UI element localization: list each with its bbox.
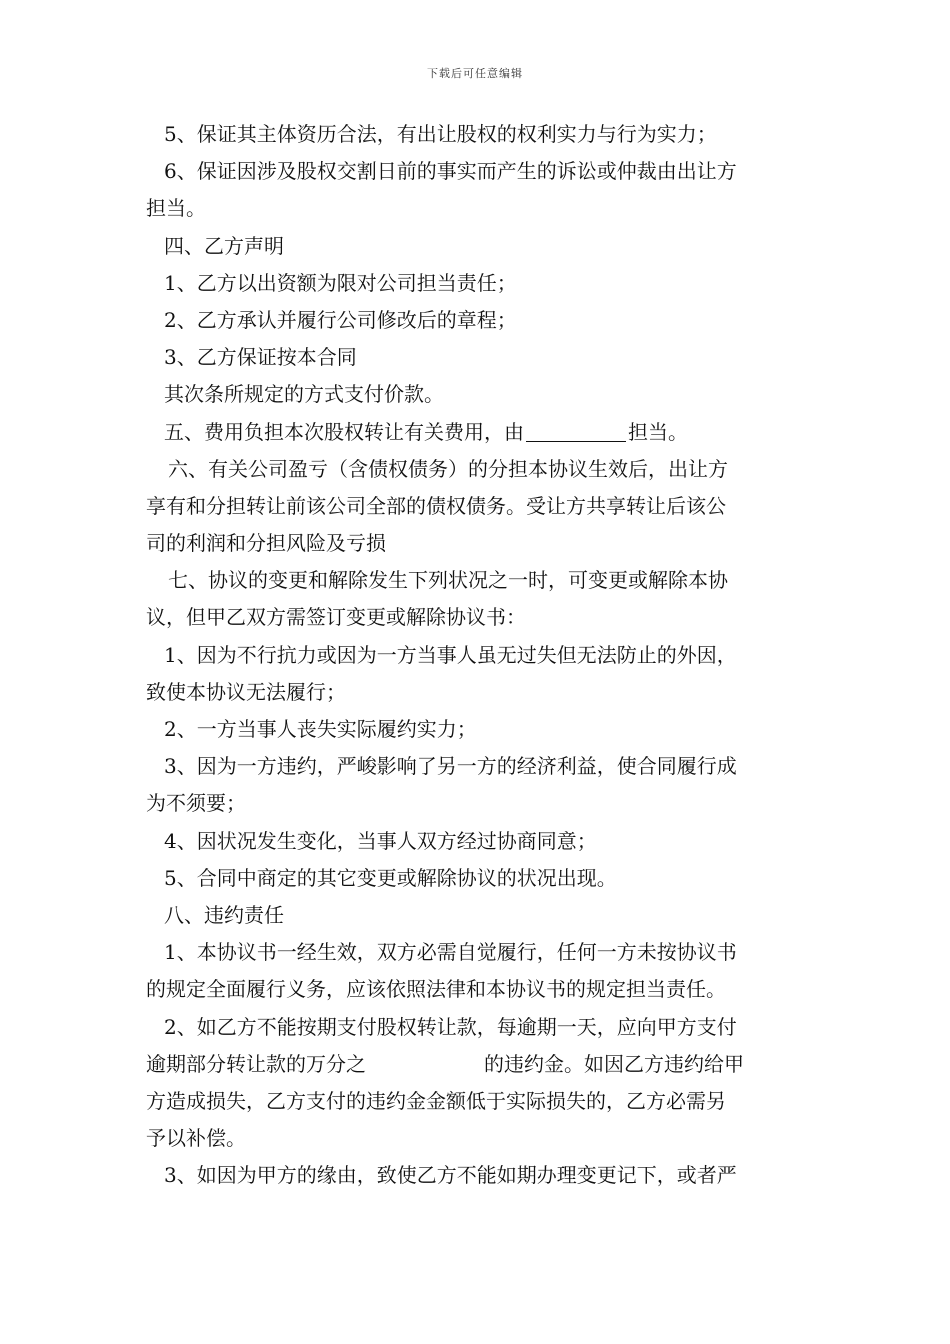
page-header: 下载后可任意编辑: [427, 67, 523, 80]
clause-line: 方造成损失，乙方支付的违约金金额低于实际损失的，乙方必需另: [146, 1088, 726, 1113]
clause-line: 1、乙方以出资额为限对公司担当责任；: [164, 270, 517, 295]
clause-line: 担当。: [146, 196, 206, 221]
clause-line: 司的利润和分担风险及亏损: [146, 531, 386, 556]
section-heading: 六、有关公司盈亏（含债权债务）的分担本协议生效后，出让方: [168, 456, 728, 481]
clause-line: 的规定全面履行义务，应该依照法律和本协议书的规定担当责任。: [146, 977, 726, 1002]
penalty-clause-text-end: 的违约金。如因乙方违约给甲: [484, 1051, 744, 1076]
clause-line: 1、因为不行抗力或因为一方当事人虽无过失但无法防止的外因，: [164, 642, 737, 667]
clause-line: 予以补偿。: [146, 1126, 246, 1151]
clause-line: 2、乙方承认并履行公司修改后的章程；: [164, 307, 517, 332]
clause-line: 致使本协议无法履行；: [146, 679, 346, 704]
clause-line: 3、因为一方违约，严峻影响了另一方的经济利益，使合同履行成: [164, 754, 737, 779]
penalty-clause-line: [146, 1046, 816, 1083]
section-heading: 八、违约责任: [164, 902, 284, 927]
clause-line: 其次条所规定的方式支付价款。: [164, 382, 444, 407]
clause-line: 3、乙方保证按本合同: [164, 345, 357, 370]
clause-line: 2、一方当事人丧失实际履约实力；: [164, 717, 477, 741]
document-body: [146, 116, 816, 1194]
section-heading: 七、协议的变更和解除发生下列状况之一时，可变更或解除本协: [168, 568, 728, 593]
section-heading: 四、乙方声明: [164, 233, 284, 258]
fee-blank-field[interactable]: [526, 419, 626, 442]
fee-clause-line: [146, 414, 816, 451]
clause-line: 为不须要；: [146, 791, 246, 816]
clause-line: 6、保证因涉及股权交割日前的事实而产生的诉讼或仲裁由出让方: [164, 159, 737, 184]
clause-line: 1、本协议书一经生效，双方必需自觉履行，任何一方未按协议书: [164, 940, 737, 965]
clause-line: 享有和分担转让前该公司全部的债权债务。受让方共享转让后该公: [146, 493, 726, 518]
fee-clause-text: 五、费用负担本次股权转让有关费用，由: [164, 419, 524, 444]
clause-line: 5、保证其主体资历合法，有出让股权的权利实力与行为实力；: [164, 122, 717, 146]
fee-clause-text-end: 担当。: [628, 419, 688, 444]
clause-line: 2、如乙方不能按期支付股权转让款，每逾期一天，应向甲方支付: [164, 1014, 737, 1039]
clause-line: 4、因状况发生变化，当事人双方经过协商同意；: [164, 828, 597, 853]
penalty-clause-text: 逾期部分转让款的万分之: [146, 1051, 366, 1076]
clause-line: 议，但甲乙双方需签订变更或解除协议书：: [146, 605, 526, 630]
clause-line: 5、合同中商定的其它变更或解除协议的状况出现。: [164, 865, 617, 890]
clause-line: 3、如因为甲方的缘由，致使乙方不能如期办理变更记下，或者严: [164, 1163, 737, 1188]
